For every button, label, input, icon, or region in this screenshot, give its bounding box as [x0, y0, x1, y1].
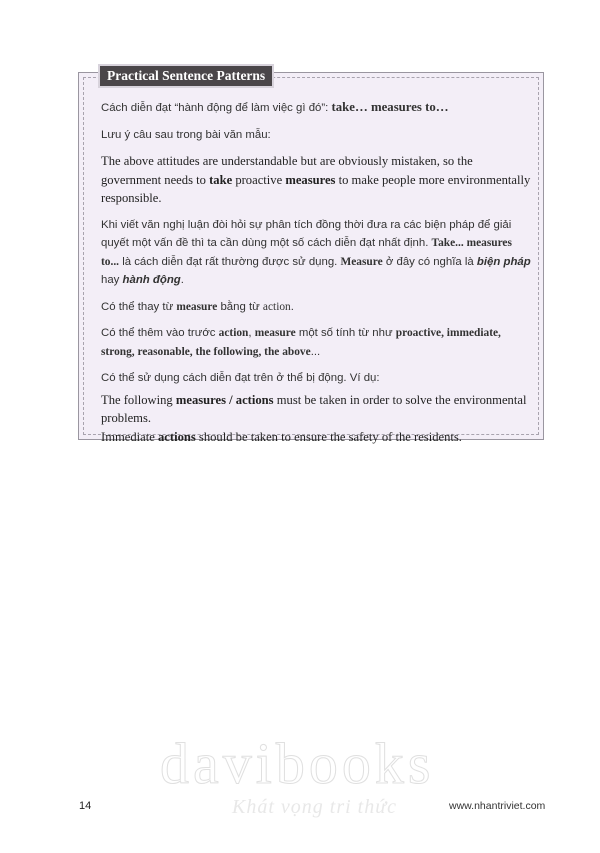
paragraph-note: Lưu ý câu sau trong bài văn mẫu: [101, 128, 271, 141]
paragraph-passive: Có thể sử dụng cách diễn đạt trên ở thể bị động. Ví dụ: [101, 372, 380, 384]
watermark-slogan: Khát vọng tri thức [232, 796, 398, 818]
example-sentence-1: The following measures / actions must be taken in order to solve the environmental problems. [101, 392, 527, 425]
paragraph-intro: Cách diễn đạt “hành động để làm việc gì đó”: take… measures to… [101, 100, 449, 114]
box-content [101, 98, 531, 454]
example-sentence-2: Immediate actions should be taken to ensure the safety of the residents. [101, 429, 462, 444]
paragraph-sample-sentence: The above attitudes are understandable but are obviously mistaken, so the government needs to take proactive measures to make people more environmentally responsible. [101, 154, 531, 205]
box-title: Practical Sentence Patterns [98, 64, 274, 88]
paragraph-adjectives: Có thể thêm vào trước action, measure một số tính từ như proactive, immediate, strong, reasonable, the following, the above... [101, 327, 501, 358]
page-number: 14 [79, 800, 92, 812]
watermark-logo: davibooks [160, 731, 435, 796]
paragraph-explanation: Khi viết văn nghị luận đòi hỏi sự phân tích đồng thời đưa ra các biện pháp để giải quyết một vấn đề thì ta cần dùng một số cách diễn đạt nhất định. Take... measures to... là cách diễn đạt rất thường được sử dụng. Measure ở đây có nghĩa là biện pháp hay hành động. [101, 218, 531, 286]
paragraph-replace: Có thể thay từ measure bằng từ action. [101, 300, 294, 313]
publisher-website: www.nhantriviet.com [449, 800, 546, 812]
